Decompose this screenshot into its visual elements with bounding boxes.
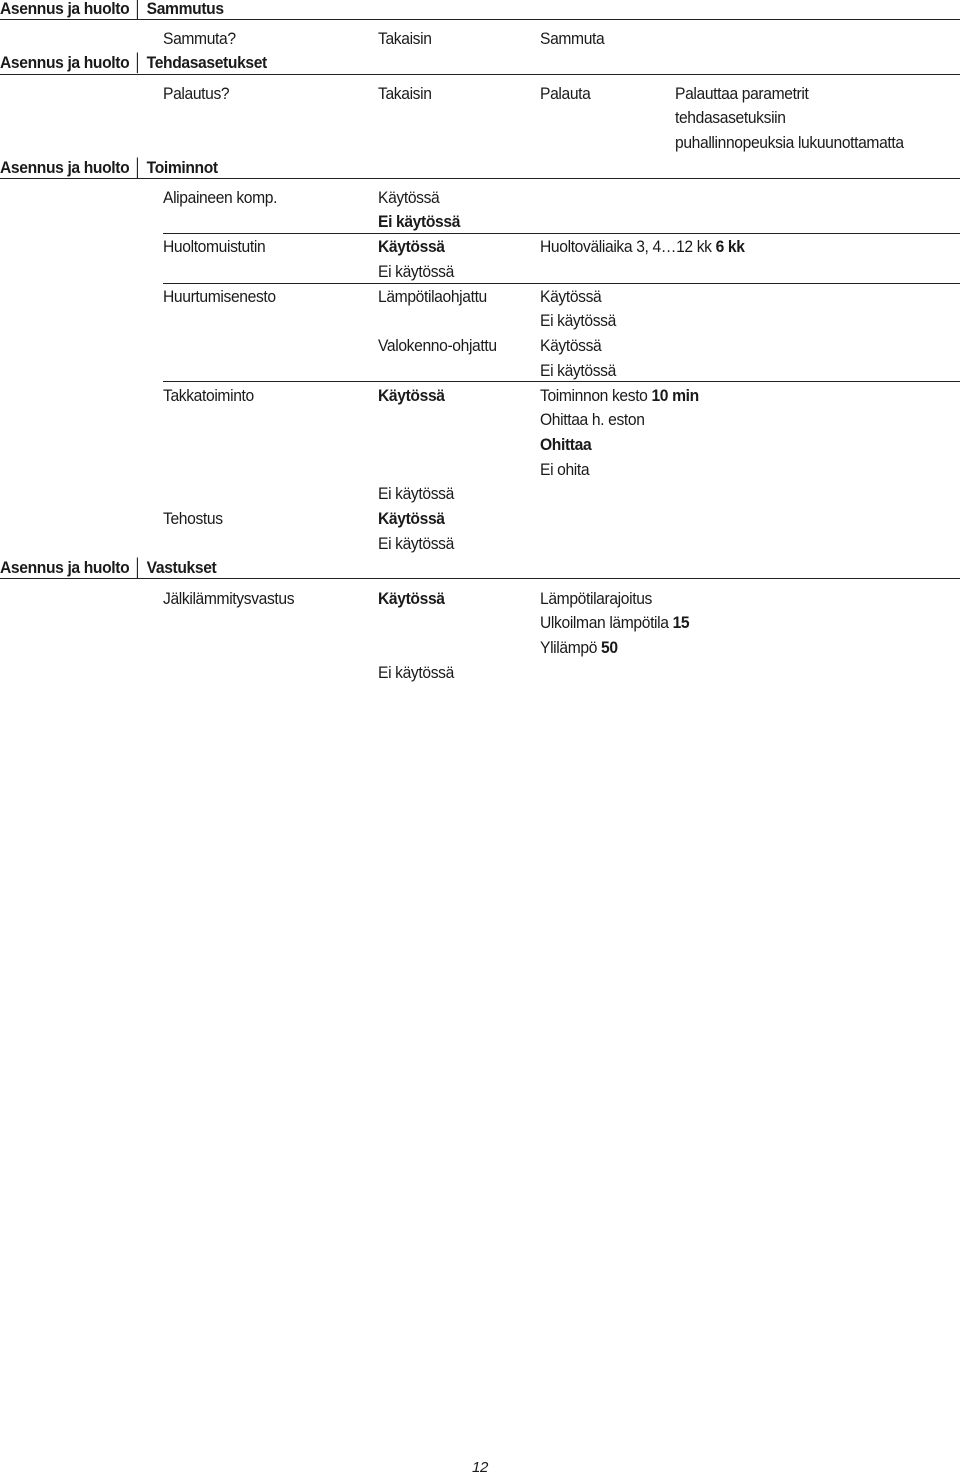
takkatoiminto-label: Takkatoiminto	[163, 386, 254, 405]
takkatoiminto-override-label: Ohittaa h. eston	[540, 410, 645, 429]
section-rule	[0, 578, 960, 579]
shutdown-back-option[interactable]: Takaisin	[378, 29, 432, 48]
jalkilammitys-label: Jälkilämmitysvastus	[163, 589, 295, 608]
section-heading-functions: Asennus ja huolto │ Toiminnot	[0, 158, 218, 177]
huoltomuistutin-interval[interactable]: Huoltoväliaika 3, 4…12 kk 6 kk	[540, 237, 745, 256]
row-divider	[163, 381, 960, 382]
alipaine-enabled-option[interactable]: Käytössä	[378, 188, 440, 207]
valve-enabled-option[interactable]: Käytössä	[540, 336, 602, 355]
section-rule	[0, 178, 960, 179]
overheat-setting[interactable]: Ylilämpö 50	[540, 638, 618, 657]
takkatoiminto-duration[interactable]: Toiminnon kesto 10 min	[540, 386, 699, 405]
alipaine-disabled-option[interactable]: Ei käytössä	[378, 212, 461, 231]
section-rule	[0, 74, 960, 75]
takkatoiminto-disabled-option[interactable]: Ei käytössä	[378, 484, 454, 503]
huoltomuistutin-label: Huoltomuistutin	[163, 237, 266, 256]
shutdown-question: Sammuta?	[163, 29, 236, 48]
section-rule	[0, 19, 960, 20]
factory-restore-option[interactable]: Palauta	[540, 84, 591, 103]
factory-back-option[interactable]: Takaisin	[378, 84, 432, 103]
page-number: 12	[472, 1459, 488, 1476]
huoltomuistutin-disabled-option[interactable]: Ei käytössä	[378, 262, 454, 281]
section-heading-resistors: Asennus ja huolto │ Vastukset	[0, 558, 217, 577]
tehostus-disabled-option[interactable]: Ei käytössä	[378, 534, 454, 553]
temp-disabled-option[interactable]: Ei käytössä	[540, 311, 616, 330]
huoltomuistutin-enabled-option[interactable]: Käytössä	[378, 237, 445, 256]
takkatoiminto-override-yes-option[interactable]: Ohittaa	[540, 435, 592, 454]
factory-note-line: tehdasasetuksiin	[675, 108, 786, 127]
tehostus-label: Tehostus	[163, 509, 223, 528]
jalkilammitys-enabled-option[interactable]: Käytössä	[378, 589, 445, 608]
shutdown-confirm-option[interactable]: Sammuta	[540, 29, 605, 48]
jalkilammitys-limit-label: Lämpötilarajoitus	[540, 589, 652, 608]
jalkilammitys-disabled-option[interactable]: Ei käytössä	[378, 663, 454, 682]
huurtumisenesto-label: Huurtumisenesto	[163, 287, 276, 306]
outdoor-temp-setting[interactable]: Ulkoilman lämpötila 15	[540, 613, 690, 632]
section-heading-shutdown: Asennus ja huolto │ Sammutus	[0, 0, 224, 18]
takkatoiminto-enabled-option[interactable]: Käytössä	[378, 386, 445, 405]
temp-controlled-option[interactable]: Lämpötilaohjattu	[378, 287, 487, 306]
factory-note-line: puhallinnopeuksia lukuunottamatta	[675, 133, 904, 152]
alipaine-label: Alipaineen komp.	[163, 188, 278, 207]
factory-note-line: Palauttaa parametrit	[675, 84, 809, 103]
tehostus-enabled-option[interactable]: Käytössä	[378, 509, 445, 528]
temp-enabled-option[interactable]: Käytössä	[540, 287, 602, 306]
takkatoiminto-override-no-option[interactable]: Ei ohita	[540, 460, 590, 479]
row-divider	[163, 283, 960, 284]
section-heading-factory: Asennus ja huolto │ Tehdasasetukset	[0, 53, 267, 72]
valve-controlled-option[interactable]: Valokenno-ohjattu	[378, 336, 497, 355]
row-divider	[163, 233, 960, 234]
factory-question: Palautus?	[163, 84, 230, 103]
valve-disabled-option[interactable]: Ei käytössä	[540, 361, 616, 380]
